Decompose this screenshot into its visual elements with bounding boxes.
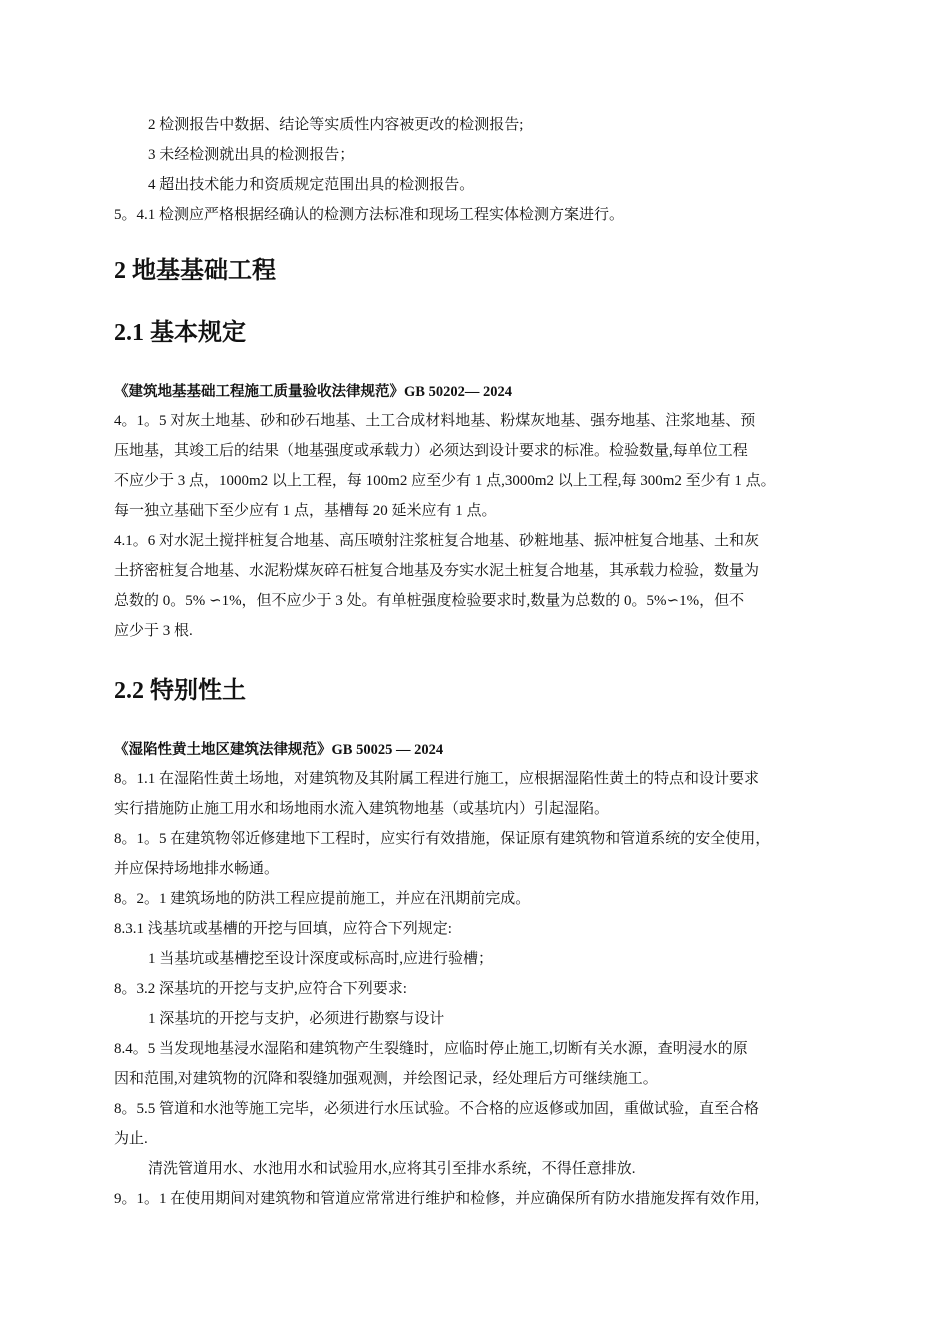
clause-line: 实行措施防止施工用水和场地雨水流入建筑物地基（或基坑内）引起湿陷。: [114, 801, 610, 817]
clause-line: 8.4。5 当发现地基浸水湿陷和建筑物产生裂缝时，应临时停止施工,切断有关水源，查明浸水的原: [114, 1041, 748, 1057]
section-heading-2-1: 2.1 基本规定: [114, 320, 246, 346]
clause-8-5-5: [114, 1094, 854, 1154]
paragraph-541: 5。4.1 检测应严格根据经确认的检测方法标准和现场工程实体检测方案进行。: [114, 207, 625, 223]
clause-8-3-1: 8.3.1 浅基坑或基槽的开挖与回填，应符合下列规定:: [114, 921, 452, 937]
clause-line: 为止.: [114, 1131, 148, 1147]
clause-line: 每一独立基础下至少应有 1 点，基槽每 20 延米应有 1 点。: [114, 503, 497, 519]
clause-line: 因和范围,对建筑物的沉降和裂缝加强观测，并绘图记录，经处理后方可继续施工。: [114, 1071, 658, 1087]
clause-line: 总数的 0。5% ∽1%，但不应少于 3 处。有单桩强度检验要求时,数量为总数的 0。5%∽1%，但不: [114, 593, 745, 609]
clause-line: 4。1。5 对灰土地基、砂和砂石地基、土工合成材料地基、粉煤灰地基、强夯地基、注浆地基、预: [114, 413, 756, 429]
section-heading-2-2: 2.2 特别性土: [114, 678, 246, 704]
paragraph-item-4: 4 超出技术能力和资质规定范围出具的检测报告。: [148, 177, 475, 193]
clause-4-1-5: [114, 406, 854, 526]
clause-line: 土挤密桩复合地基、水泥粉煤灰碎石桩复合地基及夯实水泥土桩复合地基，其承载力检验，数量为: [114, 563, 760, 579]
clause-9-1-1: 9。1。1 在使用期间对建筑物和管道应常常进行维护和检修，并应确保所有防水措施发挥有效作用,: [114, 1191, 760, 1207]
clause-line: 不应少于 3 点，1000m2 以上工程，每 100m2 应至少有 1 点,3000m2 以上工程,每 300m2 至少有 1 点。: [114, 473, 776, 489]
clause-line: 4.1。6 对水泥土搅拌桩复合地基、高压喷射注浆桩复合地基、砂粧地基、振冲桩复合地基、土和灰: [114, 533, 760, 549]
paragraph-item-2: 2 检测报告中数据、结论等实质性内容被更改的检测报告;: [148, 117, 524, 133]
clause-line: 并应保持场地排水畅通。: [114, 861, 280, 877]
clause-8-4-5: [114, 1034, 854, 1094]
standard-title-gb50202: 《建筑地基基础工程施工质量验收法律规范》GB 50202— 2024: [114, 384, 512, 400]
chapter-heading-2: 2 地基基础工程: [114, 258, 276, 284]
clause-line: 压地基，其竣工后的结果（地基强度或承载力）必须达到设计要求的标准。检验数量,每单位工程: [114, 443, 748, 459]
clause-line: 应少于 3 根.: [114, 623, 193, 639]
clause-4-1-6: [114, 526, 854, 646]
clause-8-5-5-note: 清洗管道用水、水池用水和试验用水,应将其引至排水系统，不得任意排放.: [148, 1161, 636, 1177]
clause-8-2-1: 8。2。1 建筑场地的防洪工程应提前施工，并应在汛期前完成。: [114, 891, 531, 907]
clause-8-3-1-item-1: 1 当基坑或基槽挖至设计深度或标高时,应进行验槽；: [148, 951, 494, 967]
standard-title-gb50025: 《湿陷性黄土地区建筑法律规范》GB 50025 — 2024: [114, 742, 444, 758]
clause-8-1-1: [114, 764, 854, 824]
clause-8-1-5: [114, 824, 854, 884]
clause-line: 8。5.5 管道和水池等施工完毕，必须进行水压试验。不合格的应返修或加固，重做试验，直至合格: [114, 1101, 760, 1117]
clause-8-3-2: 8。3.2 深基坑的开挖与支护,应符合下列要求:: [114, 981, 407, 997]
clause-8-3-2-item-1: 1 深基坑的开挖与支护，必须进行勘察与设计: [148, 1011, 445, 1027]
clause-line: 8。1.1 在湿陷性黄土场地，对建筑物及其附属工程进行施工，应根据湿陷性黄土的特点和设计要求: [114, 771, 760, 787]
document-body: [114, 110, 854, 1214]
clause-line: 8。1。5 在建筑物邻近修建地下工程时，应实行有效措施，保证原有建筑物和管道系统的安全使用，: [114, 831, 771, 847]
paragraph-item-3: 3 未经检测就出具的检测报告；: [148, 147, 355, 163]
